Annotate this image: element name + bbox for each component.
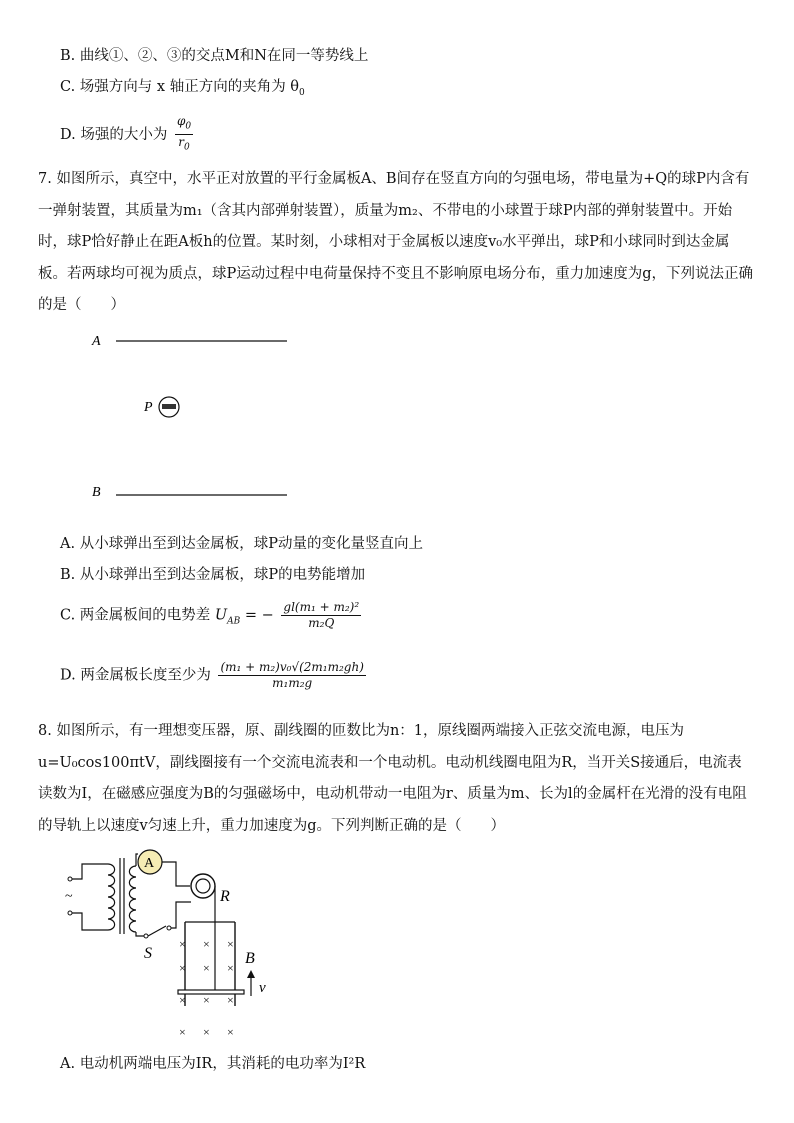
wire-ammeter-motor (162, 862, 190, 886)
switch-contact (167, 926, 171, 930)
switch-label-s: S (144, 945, 152, 962)
q7-option-d (60, 660, 366, 691)
q7-c-eq: = − (244, 607, 274, 624)
field-mark: × (227, 937, 234, 951)
q7-stem: 7. 如图所示，真空中，水平正对放置的平行金属板A、B间存在竖直方向的匀强电场，带电量为+Q的球P内含有一弹射装置，其质量为m₁（含其内部弹射装置），质量为m₂、不带电的小球置于球P内部的弹射装置中。开始时，球P恰好静止在距A板h的位置。某时刻，小球相对于金属板以速度v₀水平弹出，球P和小球同时到达金属板。若两球均可视为质点，球P运动过程中电荷量保持不变且不影响原电场分布，重力加速度为g，下列说法正确的是（ ） (38, 171, 754, 313)
q7-c-num: gl(m₁ + m₂)² (283, 600, 360, 614)
q6-option-d-fraction (175, 114, 193, 156)
ac-terminal-top (68, 877, 72, 881)
secondary-wire-bottom (136, 932, 144, 936)
velocity-arrow-head (247, 970, 255, 978)
field-mark: × (203, 961, 210, 975)
field-mark: × (203, 993, 210, 1007)
q6-d-num: φ (176, 114, 186, 128)
q7-c-fraction (281, 600, 361, 631)
field-mark: × (227, 961, 234, 975)
field-mark: × (179, 993, 186, 1007)
q6-option-c (60, 75, 305, 98)
q7-d-fraction (218, 660, 365, 691)
ac-source-symbol: ~ (65, 889, 73, 904)
primary-coil (108, 864, 115, 930)
field-mark: × (179, 937, 186, 951)
primary-wires (72, 864, 108, 930)
q6-d-num-sub: 0 (185, 121, 192, 132)
q6-option-d-text: D. 场强的大小为 (60, 126, 168, 143)
plate-a-label: A (92, 334, 101, 349)
q7-d-num: (m₁ + m₂)v₀√(2m₁m₂gh) (220, 660, 364, 674)
field-mark: × (203, 937, 210, 951)
motor-inner (196, 879, 210, 893)
secondary-coil (129, 866, 136, 932)
wire-switch-motor (171, 902, 191, 928)
q8-stem: 8. 如图所示，有一理想变压器，原、副线圈的匝数比为n：1，原线圈两端接入正弦交流电源，电压为u=U₀cos100πtV，副线圈接有一个交流电流表和一个电动机。电动机线圈电阻为R，当开关S接通后，电流表读数为I，在磁感应强度为B的匀强磁场中，电动机带动一电阻为r、质量为m、长为l的金属杆在光滑的没有电阻的导轨上以速度v匀速上升，重力加速度为g。下列判断正确的是（ ） (38, 723, 747, 834)
q7-c-lhs: U (214, 607, 228, 624)
q7-c-den: m₂Q (308, 616, 335, 630)
ball-p-label: P (144, 400, 153, 415)
q7-figure-parallel-plates (86, 326, 306, 506)
motor-label-r: R (220, 888, 230, 905)
q7-d-den: m₁m₂g (272, 676, 313, 690)
field-label-b: B (245, 950, 255, 967)
q8-figure-transformer-circuit (58, 846, 288, 1042)
q7-option-a: A. 从小球弹出至到达金属板，球P动量的变化量竖直向上 (60, 536, 423, 552)
velocity-label-v: v (259, 980, 266, 996)
q6-option-b: B. 曲线①、②、③的交点M和N在同一等势线上 (60, 48, 369, 64)
ejector-device (162, 404, 176, 409)
switch-blade (148, 926, 166, 936)
q6-d-den: r (178, 135, 185, 150)
field-mark: × (227, 1025, 234, 1039)
field-mark: × (179, 961, 186, 975)
q8-option-a: A. 电动机两端电压为IR，其消耗的电功率为I²R (60, 1056, 366, 1072)
ac-terminal-bottom (68, 911, 72, 915)
q6-option-c-sub: 0 (299, 87, 305, 98)
q7-option-b: B. 从小球弹出至到达金属板，球P的电势能增加 (60, 567, 366, 583)
q7-c-lhs-sub: AB (227, 616, 241, 627)
plate-b-label: B (92, 485, 101, 500)
q6-option-d (60, 114, 193, 156)
switch-terminal (144, 934, 148, 938)
q7-option-d-text: D. 两金属板长度至少为 (60, 667, 211, 684)
metal-rod (178, 990, 244, 994)
q7-option-c (60, 600, 361, 631)
q7-option-c-text: C. 两金属板间的电势差 (60, 607, 211, 624)
q6-option-c-text: C. 场强方向与 x 轴正方向的夹角为 θ (60, 79, 300, 95)
field-mark: × (179, 1025, 186, 1039)
q6-d-den-sub: 0 (184, 142, 190, 153)
field-mark: × (227, 993, 234, 1007)
field-mark: × (203, 1025, 210, 1039)
ammeter-label: A (144, 856, 155, 871)
